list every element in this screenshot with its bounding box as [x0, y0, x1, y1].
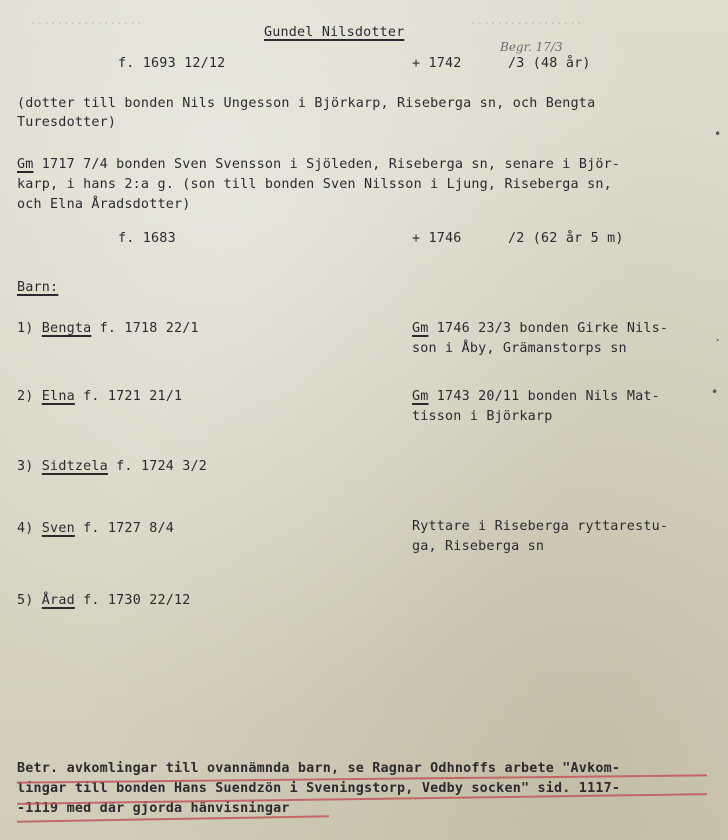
- child-note-line-2: tisson i Björkarp: [412, 409, 553, 424]
- margin-mark: •: [711, 385, 719, 399]
- child-note-text: 1743 20/11 bonden Nils Mat-: [436, 389, 660, 404]
- child-number: 2): [17, 389, 34, 404]
- child-note-text: 1746 23/3 bonden Girke Nils-: [436, 321, 669, 336]
- child-number: 4): [17, 521, 34, 536]
- marriage-line-1: [17, 156, 620, 174]
- child-number: 1): [17, 321, 34, 336]
- parents-line-1: (dotter till bonden Nils Ungesson i Björkarp, Riseberga sn, och Bengta: [17, 96, 596, 111]
- child-name: Årad: [41, 593, 75, 608]
- child-note-line-1: [412, 320, 668, 338]
- child-entry: [17, 458, 207, 476]
- child-birth: f. 1727 8/4: [83, 521, 175, 536]
- death-year: + 1742: [412, 56, 462, 71]
- margin-mark: •: [714, 127, 722, 141]
- children-heading: Barn:: [17, 280, 59, 295]
- person-name: Gundel Nilsdotter: [264, 25, 405, 40]
- child-note-line-1: [412, 388, 660, 406]
- child-name: Bengta: [41, 321, 92, 336]
- child-note-line-2: son i Åby, Grämanstorps sn: [412, 341, 627, 356]
- child-entry: [17, 388, 182, 406]
- death-detail: /3 (48 år): [508, 56, 591, 71]
- footer-line-2: lingar till bonden Hans Suendzön i Sveningstorp, Vedby socken" sid. 1117-: [17, 781, 621, 796]
- gm-abbrev: Gm: [17, 157, 34, 172]
- gm-abbrev: Gm: [412, 321, 429, 336]
- child-entry: [17, 520, 174, 538]
- birth-date: f. 1693 12/12: [118, 56, 226, 71]
- marriage-text: 1717 7/4 bonden Sven Svensson i Sjöleden, Riseberga sn, senare i Björ-: [41, 157, 621, 172]
- child-birth: f. 1730 22/12: [83, 593, 191, 608]
- child-note-line-2: ga, Riseberga sn: [412, 539, 545, 554]
- pencil-annotation: Begr. 17/3: [500, 40, 563, 54]
- child-birth: f. 1718 22/1: [99, 321, 199, 336]
- child-name: Sven: [41, 521, 75, 536]
- child-name: Elna: [41, 389, 75, 404]
- bleed-through-text: .................: [30, 14, 143, 27]
- spouse-death-detail: /2 (62 år 5 m): [508, 231, 624, 246]
- gm-abbrev: Gm: [412, 389, 429, 404]
- marriage-line-2: karp, i hans 2:a g. (son till bonden Sven Nilsson i Ljung, Riseberga sn,: [17, 177, 612, 192]
- footer-line-3: -1119 med där gjorda hänvisningar: [17, 801, 290, 816]
- child-birth: f. 1721 21/1: [83, 389, 183, 404]
- child-birth: f. 1724 3/2: [116, 459, 208, 474]
- bleed-through-text: .................: [470, 14, 583, 27]
- child-entry: [17, 320, 199, 338]
- child-entry: [17, 592, 191, 610]
- child-name: Sidtzela: [41, 459, 108, 474]
- child-note-line-1: Ryttare i Riseberga ryttarestu-: [412, 519, 669, 534]
- child-number: 5): [17, 593, 34, 608]
- margin-mark: .: [714, 330, 722, 344]
- footer-line-1: Betr. avkomlingar till ovannämnda barn, se Ragnar Odhnoffs arbete "Avkom-: [17, 761, 621, 776]
- spouse-death: + 1746: [412, 231, 462, 246]
- spouse-birth: f. 1683: [118, 231, 176, 246]
- parents-line-2: Turesdotter): [17, 115, 117, 130]
- child-number: 3): [17, 459, 34, 474]
- marriage-line-3: och Elna Åradsdotter): [17, 197, 191, 212]
